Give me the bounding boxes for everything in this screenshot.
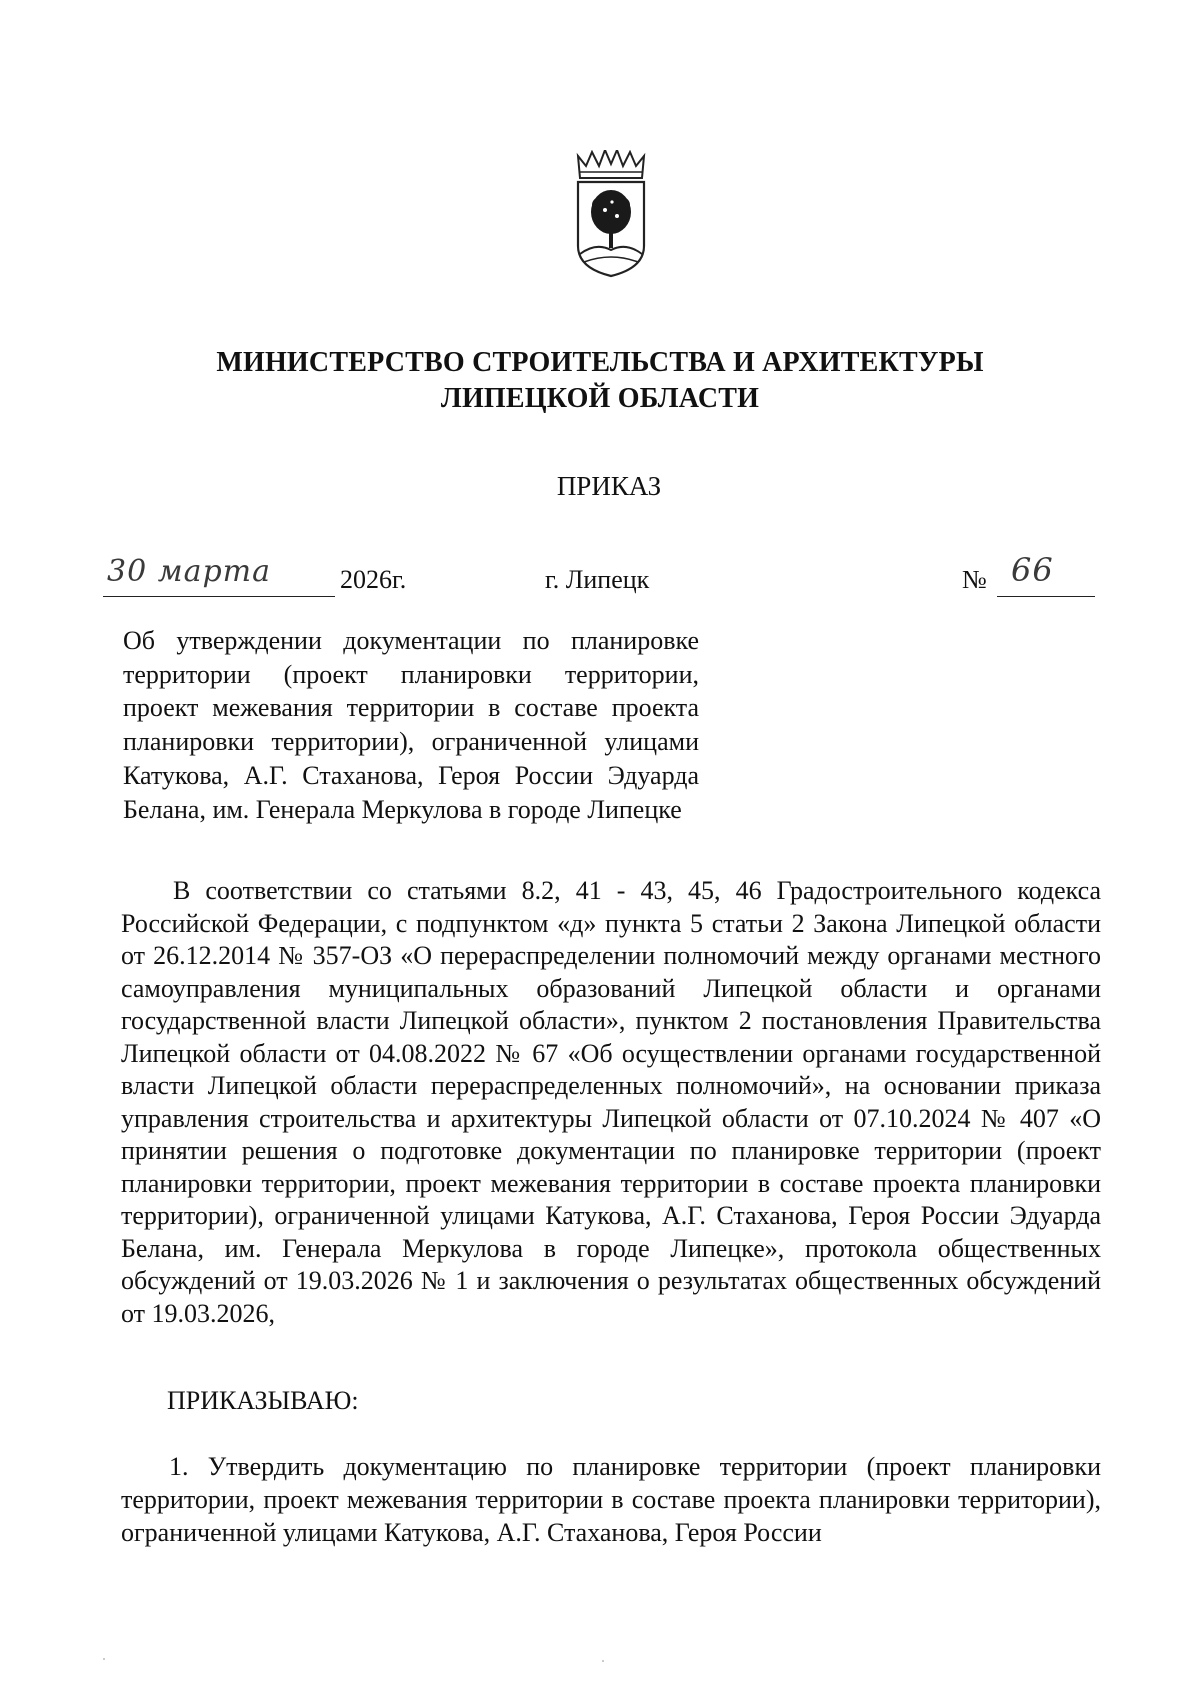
ministry-title-line1: МИНИСТЕРСТВО СТРОИТЕЛЬСТВА И АРХИТЕКТУРЫ: [216, 347, 984, 378]
city-label: г. Липецк: [545, 565, 650, 594]
document-type-title: ПРИКАЗ: [556, 471, 662, 501]
number-sign: №: [962, 565, 987, 594]
year-label: 2026г.: [340, 565, 407, 594]
date-field: [103, 554, 335, 597]
coat-of-arms-emblem: [572, 150, 650, 278]
scan-speck: [103, 1658, 105, 1660]
handwritten-date: 30 марта: [107, 554, 272, 589]
preamble-paragraph: В соответствии со статьями 8.2, 41 - 43, 45, 46 Градостроительного кодекса Российской Федерации, с подпунктом «д» пункта 5 статьи 2 Закона Липецкой области от 26.12.2014 № 357-ОЗ «О перераспределении полномочий между органами местного самоуправления муниципальных образований Липецкой области и органами государственной власти Липецкой области», пунктом 2 постановления Правительства Липецкой области от 04.08.2022 № 67 «Об осуществлении органами государственной власти Липецкой области перераспределенных полномочий», на основании приказа управления строительства и архитектуры Липецкой области от 07.10.2024 № 407 «О принятии решения о подготовке документации по планировке территории (проект планировки территории, проект межевания территории в составе проекта планировки территории), ограниченной улицами Катукова, А.Г. Стаханова, Героя России Эдуарда Белана, им. Генерала Меркулова в городе Липецке», протокола общественных обсуждений от 19.03.2026 № 1 и заключения о результатах общественных обсуждений от 19.03.2026,: [121, 876, 1101, 1328]
decree-heading: ПРИКАЗЫВАЮ:: [167, 1386, 359, 1415]
scan-speck: [602, 1660, 604, 1662]
ministry-title: [0, 345, 1200, 417]
number-field: [997, 551, 1095, 597]
handwritten-number: 66: [1011, 551, 1054, 589]
date-number-row: [0, 551, 1200, 606]
order-item-1: 1. Утвердить документацию по планировке территории (проект планировки территории, проект межевания территории в составе проекта планировки территории), ограниченной улицами Катукова, А.Г. Стаханова, Героя России: [121, 1452, 1101, 1547]
coat-of-arms-icon: [572, 150, 650, 278]
ministry-title-line2: ЛИПЕЦКОЙ ОБЛАСТИ: [440, 383, 760, 414]
document-subject: Об утверждении документации по планировке территории (проект планировки территории, проект межевания территории в составе проекта планировки территории), ограниченной улицами Катукова, А.Г. Стаханова, Героя России Эдуарда Белана, им. Генерала Меркулова в городе Липецке: [123, 626, 699, 824]
